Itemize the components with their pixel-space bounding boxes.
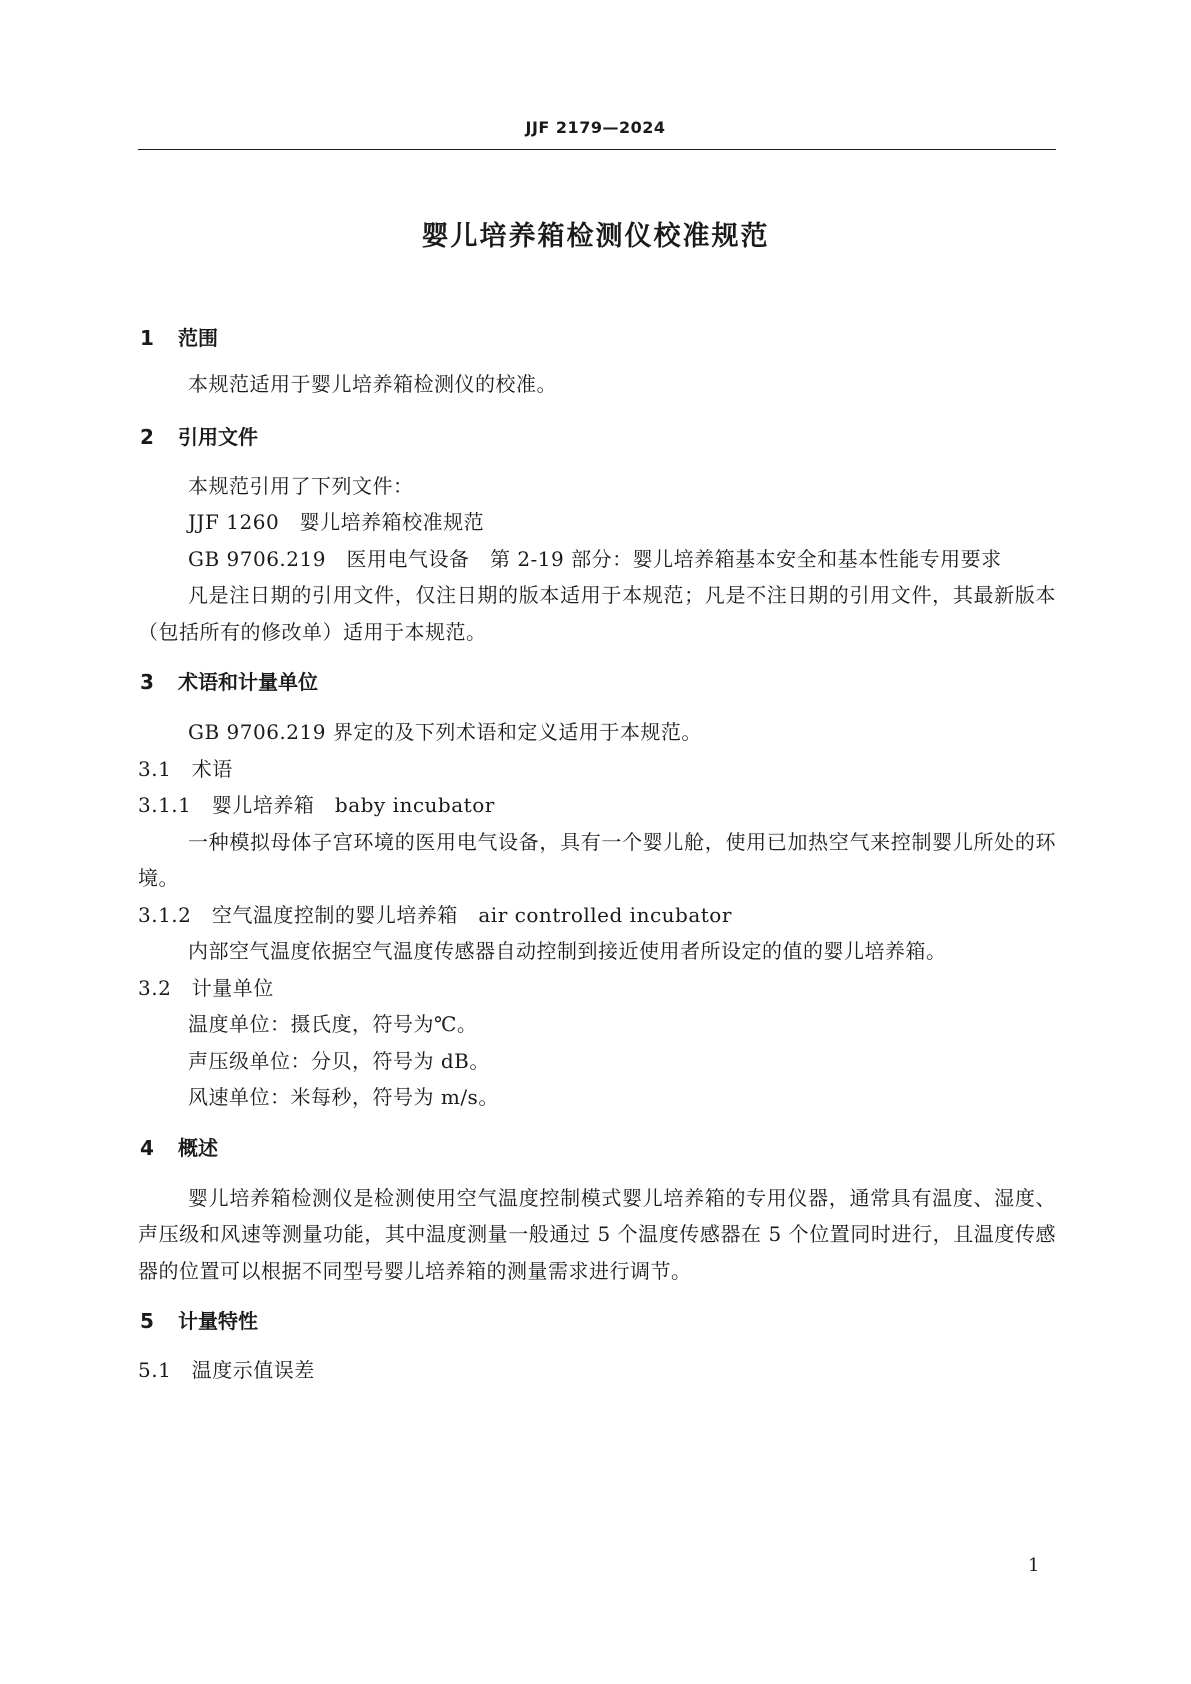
section-2-heading <box>138 419 1056 455</box>
unit-item: 风速单位：米每秒，符号为 m/s。 <box>188 1085 499 1109</box>
reference-item: JJF 1260 婴儿培养箱校准规范 <box>188 510 485 534</box>
page-number: 1 <box>1028 1555 1040 1576</box>
section-number: 5 <box>140 1309 154 1333</box>
term-heading: 3.1.1 婴儿培养箱 baby incubator <box>138 793 495 817</box>
document-code: JJF 2179—2024 <box>525 118 666 137</box>
header-rule <box>138 149 1056 150</box>
section-number: 2 <box>140 424 154 449</box>
section-5-heading <box>138 1303 1056 1339</box>
section-number: 3 <box>140 670 154 694</box>
section-title: 引用文件 <box>178 424 258 449</box>
section-number: 1 <box>140 326 154 350</box>
paragraph: 婴儿培养箱检测仪是检测使用空气温度控制模式婴儿培养箱的专用仪器，通常具有温度、湿度、声压级和风速等测量功能，其中温度测量一般通过 5 个温度传感器在 5 个位置同时进行，且温度传感器的位置可以根据不同型号婴儿培养箱的测量需求进行调节。 <box>138 1185 1056 1283</box>
term-definition: 内部空气温度依据空气温度传感器自动控制到接近使用者所设定的值的婴儿培养箱。 <box>188 939 947 963</box>
unit-item: 声压级单位：分贝，符号为 dB。 <box>188 1048 490 1073</box>
paragraph: 凡是注日期的引用文件，仅注日期的版本适用于本规范；凡是不注日期的引用文件，其最新版本（包括所有的修改单）适用于本规范。 <box>138 583 1056 644</box>
subsection-heading: 5.1 温度示值误差 <box>138 1358 315 1382</box>
section-4-heading <box>138 1130 1056 1166</box>
term-definition: 一种模拟母体子宫环境的医用电气设备，具有一个婴儿舱，使用已加热空气来控制婴儿所处的环境。 <box>138 829 1056 890</box>
term-heading: 3.1.2 空气温度控制的婴儿培养箱 air controlled incubator <box>138 902 732 927</box>
section-title: 计量特性 <box>178 1309 258 1333</box>
document-title: 婴儿培养箱检测仪校准规范 <box>421 221 770 252</box>
paragraph: 本规范适用于婴儿培养箱检测仪的校准。 <box>188 372 557 396</box>
section-3-heading <box>138 664 1056 700</box>
section-number: 4 <box>140 1135 154 1160</box>
subsection-heading: 3.1 术语 <box>138 756 233 781</box>
section-title: 范围 <box>178 326 218 350</box>
paragraph: 本规范引用了下列文件： <box>188 473 414 498</box>
unit-item: 温度单位：摄氏度，符号为℃。 <box>188 1012 478 1036</box>
document-body <box>138 320 1056 1389</box>
paragraph: GB 9706.219 界定的及下列术语和定义适用于本规范。 <box>188 720 702 744</box>
section-title: 术语和计量单位 <box>178 670 318 694</box>
section-title: 概述 <box>178 1135 218 1160</box>
subsection-heading: 3.2 计量单位 <box>138 975 274 1000</box>
section-1-heading <box>138 320 1056 356</box>
reference-item: GB 9706.219 医用电气设备 第 2-19 部分：婴儿培养箱基本安全和基本性能专用要求 <box>188 546 1002 571</box>
